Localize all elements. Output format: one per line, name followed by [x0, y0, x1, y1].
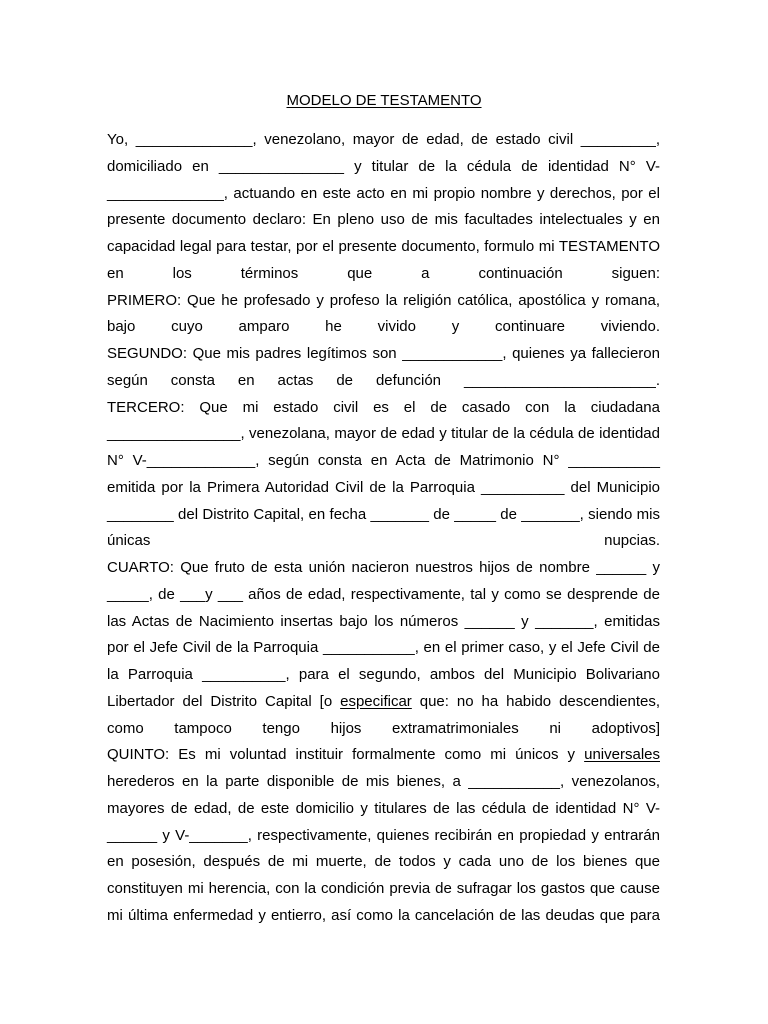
text-line: en los términos que a continuación siguen: [107, 264, 660, 282]
document-body [107, 127, 660, 930]
text-line: herederos en la parte disponible de mis bienes, a ___________, venezolanos, [107, 773, 660, 790]
text-segment: Libertador del Distrito Capital [o [107, 692, 341, 710]
text-line: únicas nupcias. [107, 532, 660, 550]
text-line: CUARTO: Que fruto de esta unión nacieron nuestros hijos de nombre ______ y [107, 559, 660, 576]
text-line: emitida por la Primera Autoridad Civil de la Parroquia __________ del Municipio [107, 478, 660, 496]
text-line: ________ del Distrito Capital, en fecha _______ de _____ de _______, siendo mis [107, 505, 660, 523]
text-line [107, 742, 660, 769]
underlined-text: especificar [340, 692, 412, 710]
text-segment: QUINTO: Es mi voluntad instituir formalmente como mi únicos y [107, 746, 585, 764]
text-line: _____, de ___y ___ años de edad, respectivamente, tal y como se desprende de [107, 585, 660, 603]
text-line: según consta en actas de defunción _______________________. [107, 371, 660, 389]
text-line: en posesión, después de mi muerte, de todos y cada uno de los bienes que [107, 853, 660, 871]
text-segment: que: no ha habido descendientes, [411, 692, 660, 710]
text-line: ______________, actuando en este acto en mi propio nombre y derechos, por el [107, 184, 660, 202]
text-line: como tampoco tengo hijos extramatrimoniales ni adoptivos] [107, 719, 660, 737]
text-line: bajo cuyo amparo he vivido y continuare viviendo. [107, 318, 660, 336]
text-line: N° V-_____________, según consta en Acta de Matrimonio N° ___________ [107, 452, 660, 469]
text-line: Yo, ______________, venezolano, mayor de edad, de estado civil _________, [107, 131, 660, 148]
text-line [107, 689, 660, 716]
text-line: TERCERO: Que mi estado civil es el de casado con la ciudadana [107, 398, 660, 416]
text-line: ________________, venezolana, mayor de edad y titular de la cédula de identidad [107, 425, 660, 443]
text-line: capacidad legal para testar, por el presente documento, formulo mi TESTAMENTO [107, 238, 660, 255]
text-line: por el Jefe Civil de la Parroquia ___________, en el primer caso, y el Jefe Civil de [107, 639, 660, 657]
underlined-text: universales [584, 746, 660, 764]
text-line: PRIMERO: Que he profesado y profeso la religión católica, apostólica y romana, [107, 291, 660, 309]
text-line: mayores de edad, de este domicilio y titulares de las cédula de identidad N° V- [107, 799, 660, 817]
text-line: domiciliado en _______________ y titular de la cédula de identidad N° V- [107, 157, 660, 175]
text-line: ______ y V-_______, respectivamente, quienes recibirán en propiedad y entrarán [107, 826, 660, 844]
text-line: la Parroquia __________, para el segundo, ambos del Municipio Bolivariano [107, 666, 660, 683]
text-line: constituyen mi herencia, con la condición previa de sufragar los gastos que cause [107, 880, 660, 897]
text-line: presente documento declaro: En pleno uso de mis facultades intelectuales y en [107, 211, 660, 229]
document-title: MODELO DE TESTAMENTO [286, 92, 482, 109]
text-line: mi última enfermedad y entierro, así como la cancelación de las deudas que para [107, 906, 660, 924]
text-line: SEGUNDO: Que mis padres legítimos son ____________, quienes ya fallecieron [107, 345, 660, 362]
text-line: las Actas de Nacimiento insertas bajo los números ______ y _______, emitidas [107, 612, 660, 630]
